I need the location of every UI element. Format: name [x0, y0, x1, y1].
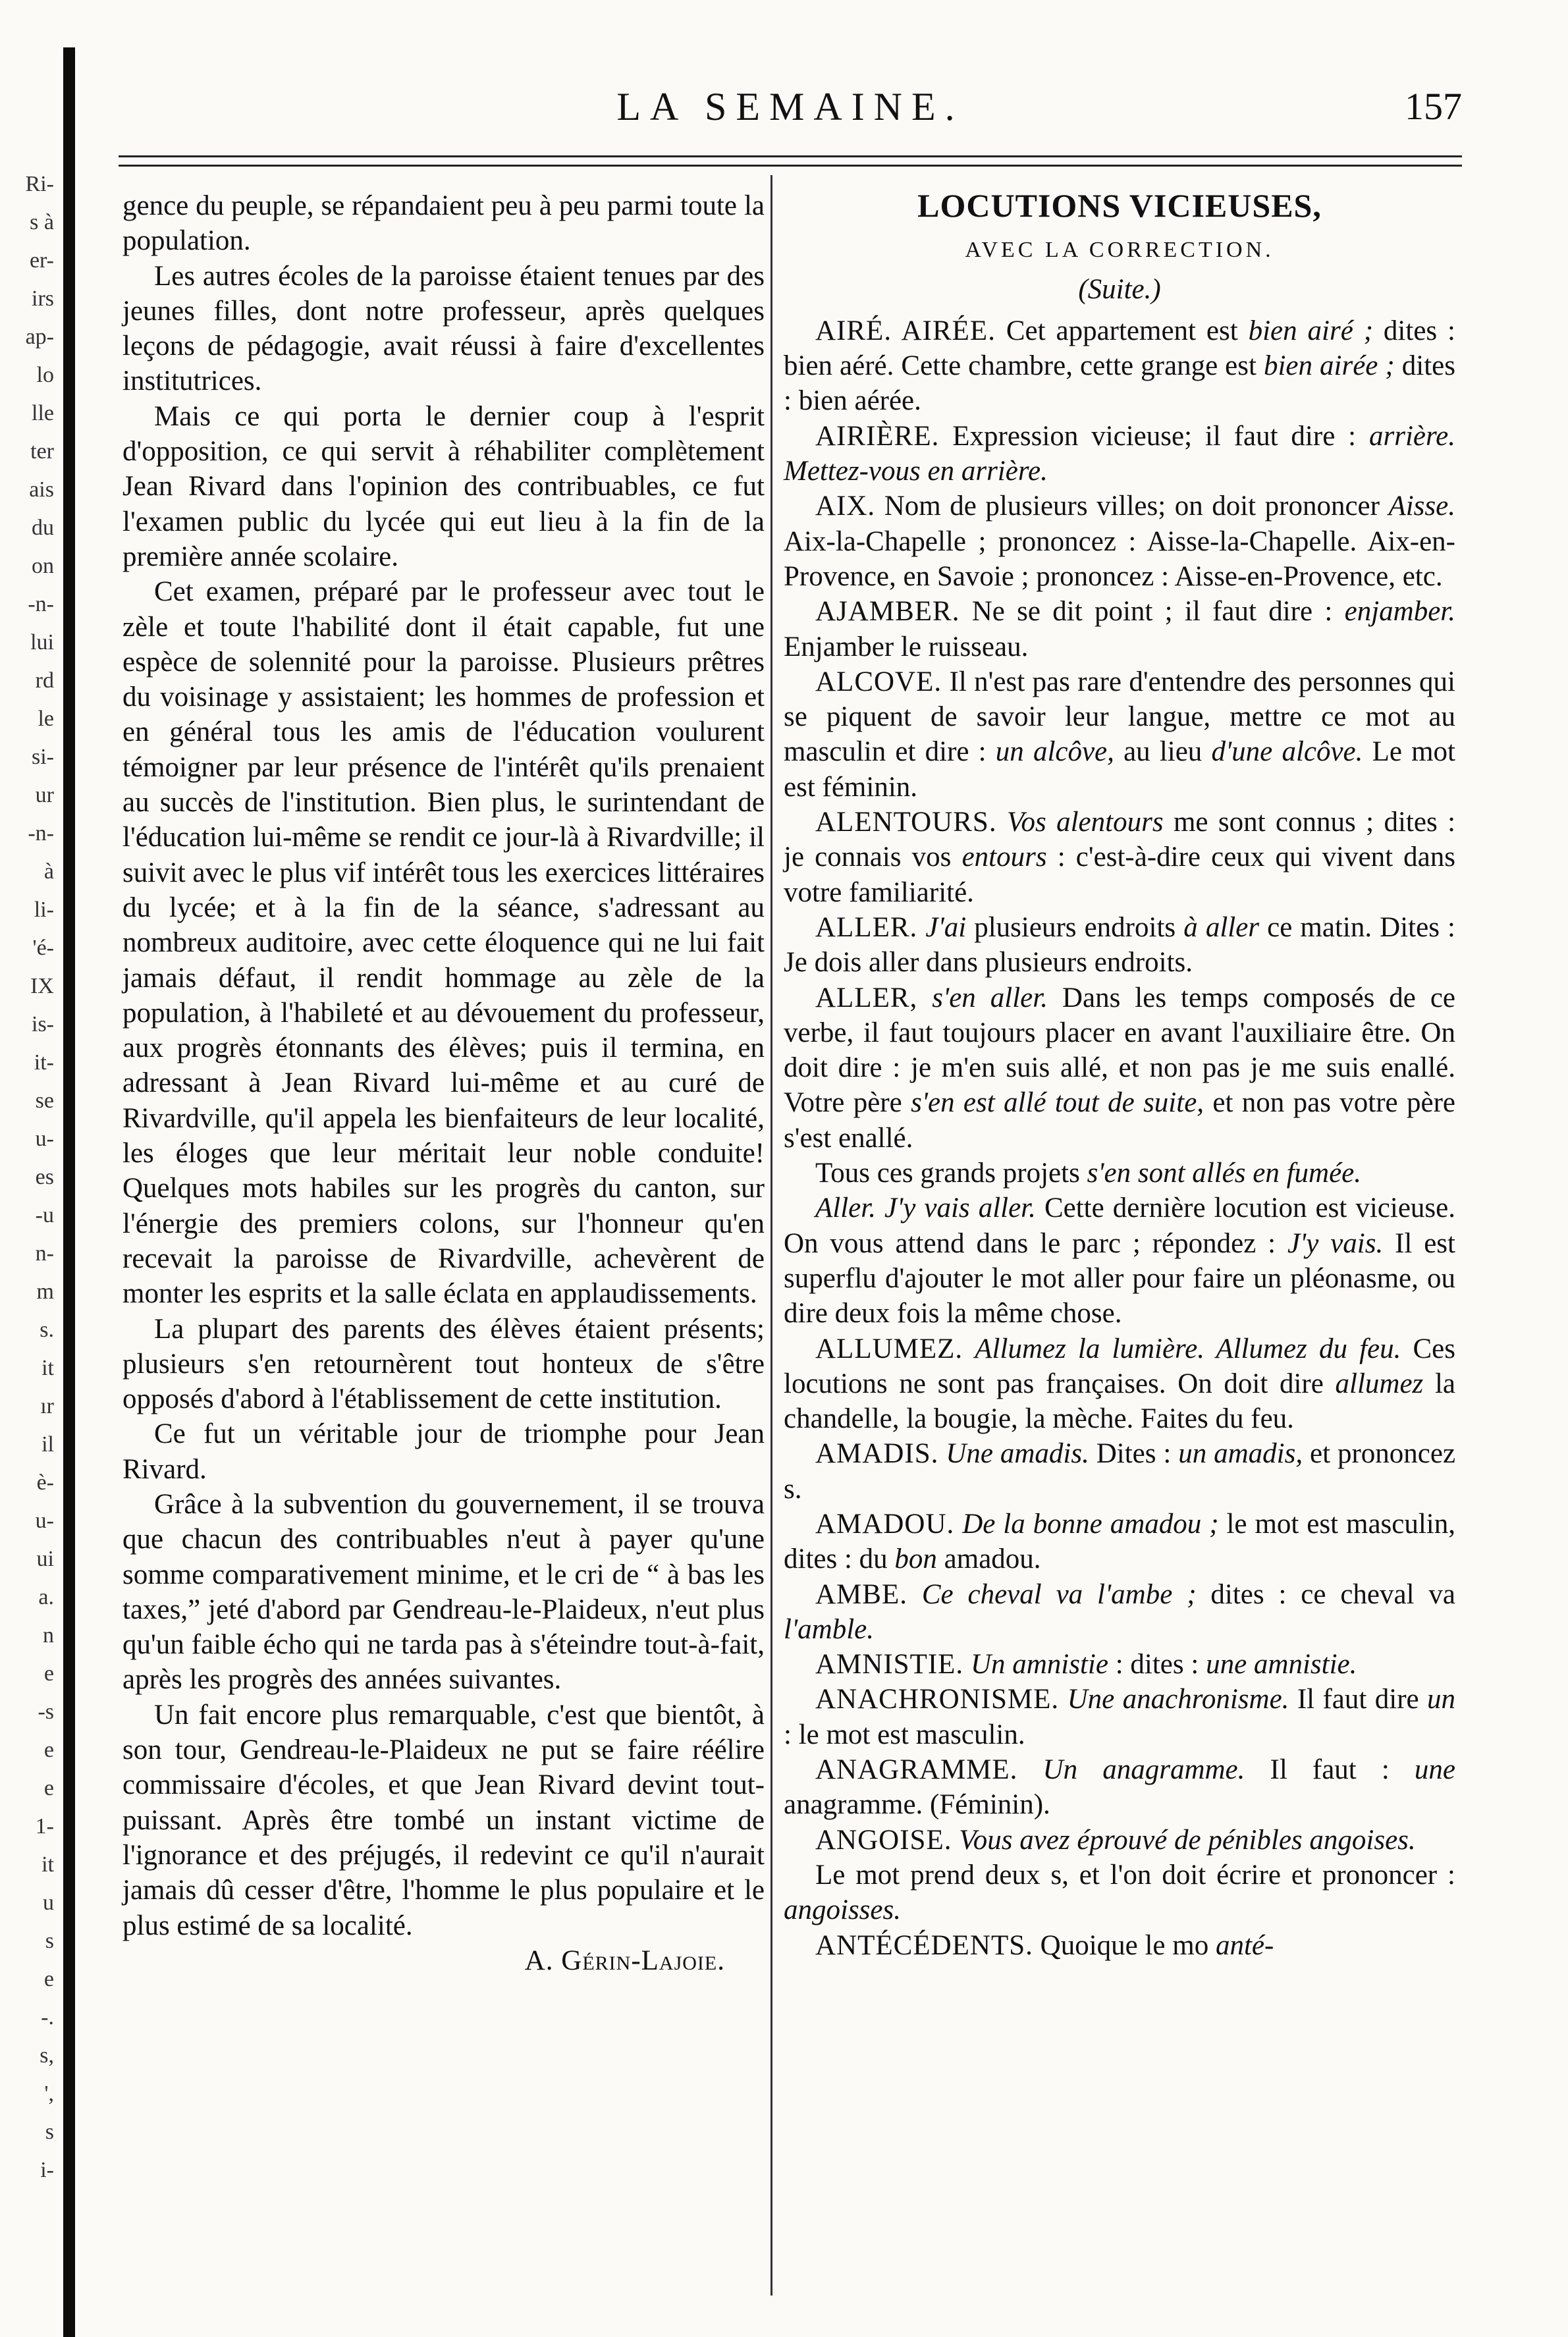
entry-example: entours [961, 842, 1047, 873]
entry-text: ce matin. Dites : Je dois aller dans plusieurs endroits. [784, 911, 1455, 979]
margin-fragment: ui [36, 1547, 54, 1571]
entry-example: arrière. Mettez-vous en arrière. [784, 420, 1455, 487]
entry-text: dites : bien aéré. Cette chambre, cette grange est [784, 315, 1455, 382]
margin-fragment: -s [38, 1700, 54, 1724]
locution-entry [784, 1577, 1455, 1648]
entry-text: Expression vicieuse; il faut dire : [939, 420, 1370, 452]
entry-text: Dans les temps composés de ce verbe, il faut toujours placer en avant l'auxiliaire être. On doit dire : je m'en suis allé, et non pas je me suis enallé. Votre père [784, 982, 1455, 1119]
right-column-text [784, 188, 1455, 1963]
margin-fragment: s, [40, 2043, 54, 2068]
margin-fragment: e [43, 1776, 54, 1800]
margin-fragment: irs [32, 286, 54, 311]
margin-fragment: du [32, 516, 54, 540]
margin-fragment: m [36, 1279, 54, 1304]
locution-entry [784, 489, 1455, 594]
entry-text: Ces locutions ne sont pas françaises. On doit dire [784, 1333, 1456, 1399]
entry-example: une amnistie. [1206, 1649, 1357, 1680]
margin-fragment: lo [36, 363, 54, 387]
margin-fragment: ais [29, 477, 54, 502]
margin-fragment: it [41, 1852, 54, 1877]
entry-keyword: ALLER. [815, 911, 918, 943]
entry-text: et non pas votre père s'est enallé. [784, 1087, 1455, 1154]
margin-fragment: rd [35, 668, 54, 693]
entry-text: au lieu [1114, 736, 1212, 768]
entry-text [917, 912, 925, 943]
margin-fragment: ', [44, 2082, 54, 2106]
locution-entry [784, 1436, 1455, 1507]
entry-example: Aisse. [1388, 491, 1455, 522]
margin-fragment: ur [35, 783, 54, 807]
entry-example: Une anachronisme. [1067, 1684, 1289, 1715]
entry-example: Allumez la lumière. Allumez du feu. [975, 1333, 1401, 1364]
entry-example: l'amble. [784, 1613, 874, 1645]
locution-entry [784, 1191, 1455, 1331]
entry-text [963, 1649, 971, 1680]
entry-keyword: ALLER, [815, 982, 918, 1013]
entry-keyword: ANGOISE. [815, 1824, 952, 1856]
entry-text: Le mot prend deux s, et l'on doit écrire et prononcer : [815, 1859, 1455, 1891]
entry-example: Un anagramme. [1042, 1754, 1245, 1786]
locution-entry [784, 1682, 1455, 1752]
entry-text: Il est superflu d'ajouter le mot aller pour faire un pléonasme, ou dire deux fois la même chose. [784, 1227, 1455, 1330]
entry-text [1059, 1684, 1067, 1715]
locution-entry [784, 1647, 1455, 1682]
page-number: 157 [1405, 85, 1462, 128]
margin-fragment: er- [29, 248, 54, 273]
margin-fragment: si- [32, 745, 54, 769]
margin-fragment: -u [35, 1203, 54, 1227]
author-signature: A. Gérin-Lajoie. [524, 1945, 725, 1976]
margin-fragment: u- [35, 1127, 54, 1151]
entry-text: Il n'est pas rare d'entendre des personnes qui se piquent de savoir leur langue, mettre ce mot au masculin et dire : [784, 666, 1455, 768]
entry-text [938, 1438, 946, 1469]
entry-keyword: AIX. [815, 491, 876, 522]
locution-entry [784, 910, 1455, 980]
article-paragraph: Les autres écoles de la paroisse étaient tenues par des jeunes filles, dont notre professeur, après quelques leçons de pédagogie, avait réussi à faire d'excellentes institutrices. [122, 260, 765, 397]
margin-fragment: e [43, 1661, 54, 1686]
entry-text [963, 1333, 975, 1364]
section-title: LOCUTIONS VICIEUSES, [917, 187, 1322, 224]
column-divider [770, 175, 772, 2296]
margin-fragment: e [43, 1738, 54, 1762]
locution-entry [784, 1858, 1455, 1928]
entry-text: Il faut : [1245, 1754, 1415, 1786]
margin-fragment: 1- [35, 1814, 54, 1839]
margin-fragment: i- [40, 2158, 54, 2182]
margin-fragment: è- [36, 1470, 54, 1495]
locution-entry [784, 594, 1455, 664]
entry-text: Aix-la-Chapelle ; prononcez : Aisse-la-Chapelle. Aix-en-Provence, en Savoie ; prononcez : Aisse-en-Provence, etc. [784, 525, 1455, 592]
entry-example: Ce cheval va l'ambe ; [921, 1578, 1197, 1610]
margin-fragment: IX [30, 974, 54, 998]
locution-entry [784, 805, 1455, 910]
margin-fragment: it [41, 1356, 54, 1380]
locution-entry [784, 980, 1455, 1156]
entry-keyword: ALCOVE. [815, 666, 942, 697]
margin-fragment: Ri- [25, 172, 54, 196]
header-rule-top [119, 155, 1462, 157]
entry-keyword: AJAMBER. [815, 596, 960, 628]
entry-keyword: ALENTOURS. [815, 807, 997, 838]
entry-example: J'y vais. [1287, 1227, 1384, 1259]
margin-fragment: lui [30, 630, 54, 655]
entry-text: dites : bien aérée. [784, 350, 1455, 417]
entry-example: Vos alentours [1006, 807, 1164, 838]
entry-example: Aller. J'y vais aller. [815, 1193, 1036, 1224]
margin-fragment: li- [34, 898, 54, 922]
entry-text: Cette dernière locution est vicieuse. On vous attend dans le parc ; répondez : [784, 1193, 1455, 1259]
entry-text: Nom de plusieurs villes; on doit prononcer [875, 491, 1389, 522]
margin-fragment: se [35, 1088, 54, 1113]
entry-example: bon [894, 1544, 937, 1575]
locution-entry [784, 419, 1455, 489]
locution-entry [784, 664, 1455, 805]
entry-text: Dites : [1089, 1438, 1179, 1470]
margin-fragment: -n- [28, 592, 54, 616]
margin-fragment: à [43, 859, 54, 884]
section-note: (Suite.) [1078, 273, 1161, 305]
entry-text [917, 982, 932, 1013]
entry-text: amadou. [936, 1544, 1041, 1575]
article-paragraph: Cet examen, préparé par le professeur avec tout le zèle et toute l'habilité dont il était capable, fut une espèce de solennité pour la paroisse. Plusieurs prêtres du voisinage y assistaient; les hommes de profession et en général tous les amis de l'éducation voulurent témoigner par leur présence de l'intérêt qu'ils prenaient au succès de l'institution. Bien plus, le surintendant de l'éducation lui-même se rendit ce jour-là à Rivardville; il suivit avec le plus vif intérêt tous les exercices littéraires du lycée; et à la fin de la séance, s'adressant au nombreux auditoire, avec cette éloquence qui ne lui fait jamais défaut, il rendit hommage au zèle de la population, à l'habileté et au dévouement du professeur, aux progrès étonnants des élèves; puis il termina, en adressant à Jean Rivard lui-même et au curé de Rivardville, qu'il appela les bienfaiteurs de leur localité, les éloges que leur méritait leur noble conduite! Quelques mots habiles sur les progrès du canton, sur l'énergie des premiers colons, sur l'honneur qu'en recevait la paroisse de Rivardville, achevèrent de monter les esprits et la salle éclata en applaudissements. [122, 576, 765, 1310]
margin-fragment: s [45, 1929, 54, 1953]
article-paragraph: La plupart des parents des élèves étaient présents; plusieurs s'en retournèrent tout honteux de s'être opposés d'abord à l'établissement de cette institution. [122, 1313, 765, 1415]
entry-example: d'une alcôve. [1211, 736, 1363, 768]
running-title: LA SEMAINE. [616, 85, 964, 128]
entry-example: une [1414, 1754, 1455, 1786]
entry-example: un alcôve, [995, 736, 1114, 768]
margin-fragment: n- [35, 1241, 54, 1266]
margin-fragment: s. [40, 1318, 54, 1342]
locution-entry [784, 313, 1455, 419]
entry-text: plusieurs endroits [966, 911, 1184, 943]
margin-fragment: u- [35, 1509, 54, 1533]
entry-text [954, 1509, 962, 1540]
margin-fragment: is- [32, 1012, 54, 1036]
entry-example: un [1427, 1684, 1455, 1715]
article-paragraph: gence du peuple, se répandaient peu à peu parmi toute la population. [122, 190, 765, 257]
margin-fragment: es [35, 1165, 54, 1189]
margin-fragment: le [38, 707, 54, 731]
entry-text: et prononcez s. [784, 1438, 1456, 1505]
margin-fragment: n [43, 1623, 54, 1648]
adjacent-page-margin [0, 171, 58, 2195]
entry-example: anté- [1215, 1929, 1274, 1961]
entry-example: bien airée ; [1263, 350, 1395, 382]
entry-text [997, 807, 1007, 838]
entry-text: Le mot est féminin. [784, 736, 1455, 803]
entry-example: J'ai [925, 911, 967, 943]
entry-keyword: ANACHRONISME. [815, 1684, 1060, 1715]
entry-text: : dites : [1108, 1649, 1206, 1680]
page-spine-shadow [63, 47, 75, 2337]
margin-fragment: u [43, 1891, 54, 1915]
margin-fragment: -. [41, 2005, 54, 2029]
entry-text: Il faut dire [1289, 1684, 1427, 1715]
entry-example: s'en aller. [932, 982, 1048, 1013]
entry-example: s'en est allé tout de suite, [911, 1087, 1204, 1119]
entry-example: Un amnistie [970, 1649, 1108, 1680]
article-paragraph: Ce fut un véritable jour de triomphe pour Jean Rivard. [122, 1418, 765, 1485]
entry-text: : c'est-à-dire ceux qui vivent dans votre familiarité. [784, 842, 1455, 908]
entry-text [907, 1579, 922, 1610]
locution-entry [784, 1823, 1455, 1858]
entry-example: allumez [1335, 1368, 1424, 1399]
margin-fragment: a. [38, 1585, 54, 1609]
entry-text: me sont connus ; dites : je connais vos [784, 807, 1456, 873]
margin-fragment: ap- [25, 325, 54, 349]
article-paragraph: Grâce à la subvention du gouvernement, il se trouva que chacun des contribuables n'eut à payer qu'une somme comparativement minime, et le cri de “ à bas les taxes,” jeté d'abord par Gendreau-le-Plaideux, n'eut plus qu'un faible écho qui ne tarda pas à s'éteindre tout-à-fait, après les progrès des années suivantes. [122, 1488, 765, 1696]
entry-example: à aller [1183, 911, 1260, 943]
entry-keyword: AIRIÈRE. [815, 420, 940, 452]
margin-fragment: s à [30, 210, 54, 234]
entry-keyword: ANAGRAMME. [815, 1754, 1018, 1786]
entry-keyword: AMBE. [815, 1578, 907, 1610]
entry-text: Ne se dit point ; il faut dire : [960, 596, 1345, 628]
entry-keyword: AIRÉ. AIRÉE. [815, 315, 996, 346]
locution-entry [784, 1331, 1455, 1437]
margin-fragment: ır [40, 1394, 54, 1418]
article-paragraph: Un fait encore plus remarquable, c'est que bientôt, à son tour, Gendreau-le-Plaideux ne put se faire réélire commissaire d'écoles, et que Jean Rivard devint tout-puissant. Après être tombé un instant victime de l'ignorance et des préjugés, il redevint ce qu'il n'aurait jamais dû cesser d'être, l'homme le plus populaire et le plus estimé de sa localité. [122, 1699, 765, 1941]
margin-fragment: il [41, 1432, 54, 1457]
section-subtitle: AVEC LA CORRECTION. [965, 238, 1274, 263]
margin-fragment: e [43, 1967, 54, 1991]
entry-text: Tous ces grands projets [815, 1158, 1087, 1189]
entry-keyword: AMNISTIE. [815, 1649, 964, 1680]
entry-text: le mot est masculin, dites : du [784, 1508, 1456, 1575]
entry-keyword: AMADIS. [815, 1438, 939, 1470]
entry-text: dites : ce cheval va [1196, 1578, 1456, 1610]
entry-example: un amadis, [1178, 1438, 1303, 1470]
left-column-text [122, 188, 765, 1978]
entry-example: De la bonne amadou ; [962, 1508, 1219, 1540]
entry-keyword: ALLUMEZ. [815, 1333, 963, 1364]
entry-text: la chandelle, la bougie, la mèche. Faites du feu. [784, 1368, 1455, 1435]
entry-text: anagramme. (Féminin). [784, 1789, 1050, 1821]
margin-fragment: 'é- [32, 936, 54, 960]
entry-example: enjamber. [1344, 596, 1455, 628]
margin-fragment: lle [32, 401, 54, 425]
entry-example: bien airé ; [1248, 315, 1374, 346]
entry-example: s'en sont allés en fumée. [1087, 1158, 1361, 1189]
entry-example: Vous avez éprouvé de pénibles angoises. [959, 1824, 1416, 1856]
entry-keyword: ANTÉCÉDENTS. [815, 1929, 1033, 1961]
entry-text: Enjamber le ruisseau. [784, 631, 1029, 662]
article-paragraph: Mais ce qui porta le dernier coup à l'esprit d'opposition, ce qui servit à réhabiliter complètement Jean Rivard dans l'opinion des contribuables, ce fut l'examen public du lycée qui eut lieu à la fin de la première année scolaire. [122, 400, 765, 572]
entry-example: Une amadis. [946, 1438, 1089, 1470]
margin-fragment: it- [34, 1050, 54, 1075]
margin-fragment: -n- [28, 821, 54, 846]
header-rule-bottom [119, 165, 1462, 167]
entry-text [952, 1825, 959, 1856]
entry-text: Cet appartement est [995, 315, 1249, 346]
entry-text: Quoique le mo [1033, 1929, 1216, 1961]
entry-text [1017, 1754, 1042, 1785]
page-header [119, 84, 1462, 144]
entry-keyword: AMADOU. [815, 1508, 955, 1540]
locution-entry [784, 1507, 1455, 1577]
margin-fragment: s [45, 2120, 54, 2144]
margin-fragment: on [32, 554, 54, 578]
locution-entry [784, 1156, 1455, 1191]
entry-text: : le mot est masculin. [784, 1719, 1025, 1750]
margin-fragment: ter [30, 439, 54, 464]
entry-example: angoisses. [784, 1894, 901, 1926]
locution-entry [784, 1928, 1455, 1963]
locution-entry [784, 1752, 1455, 1823]
